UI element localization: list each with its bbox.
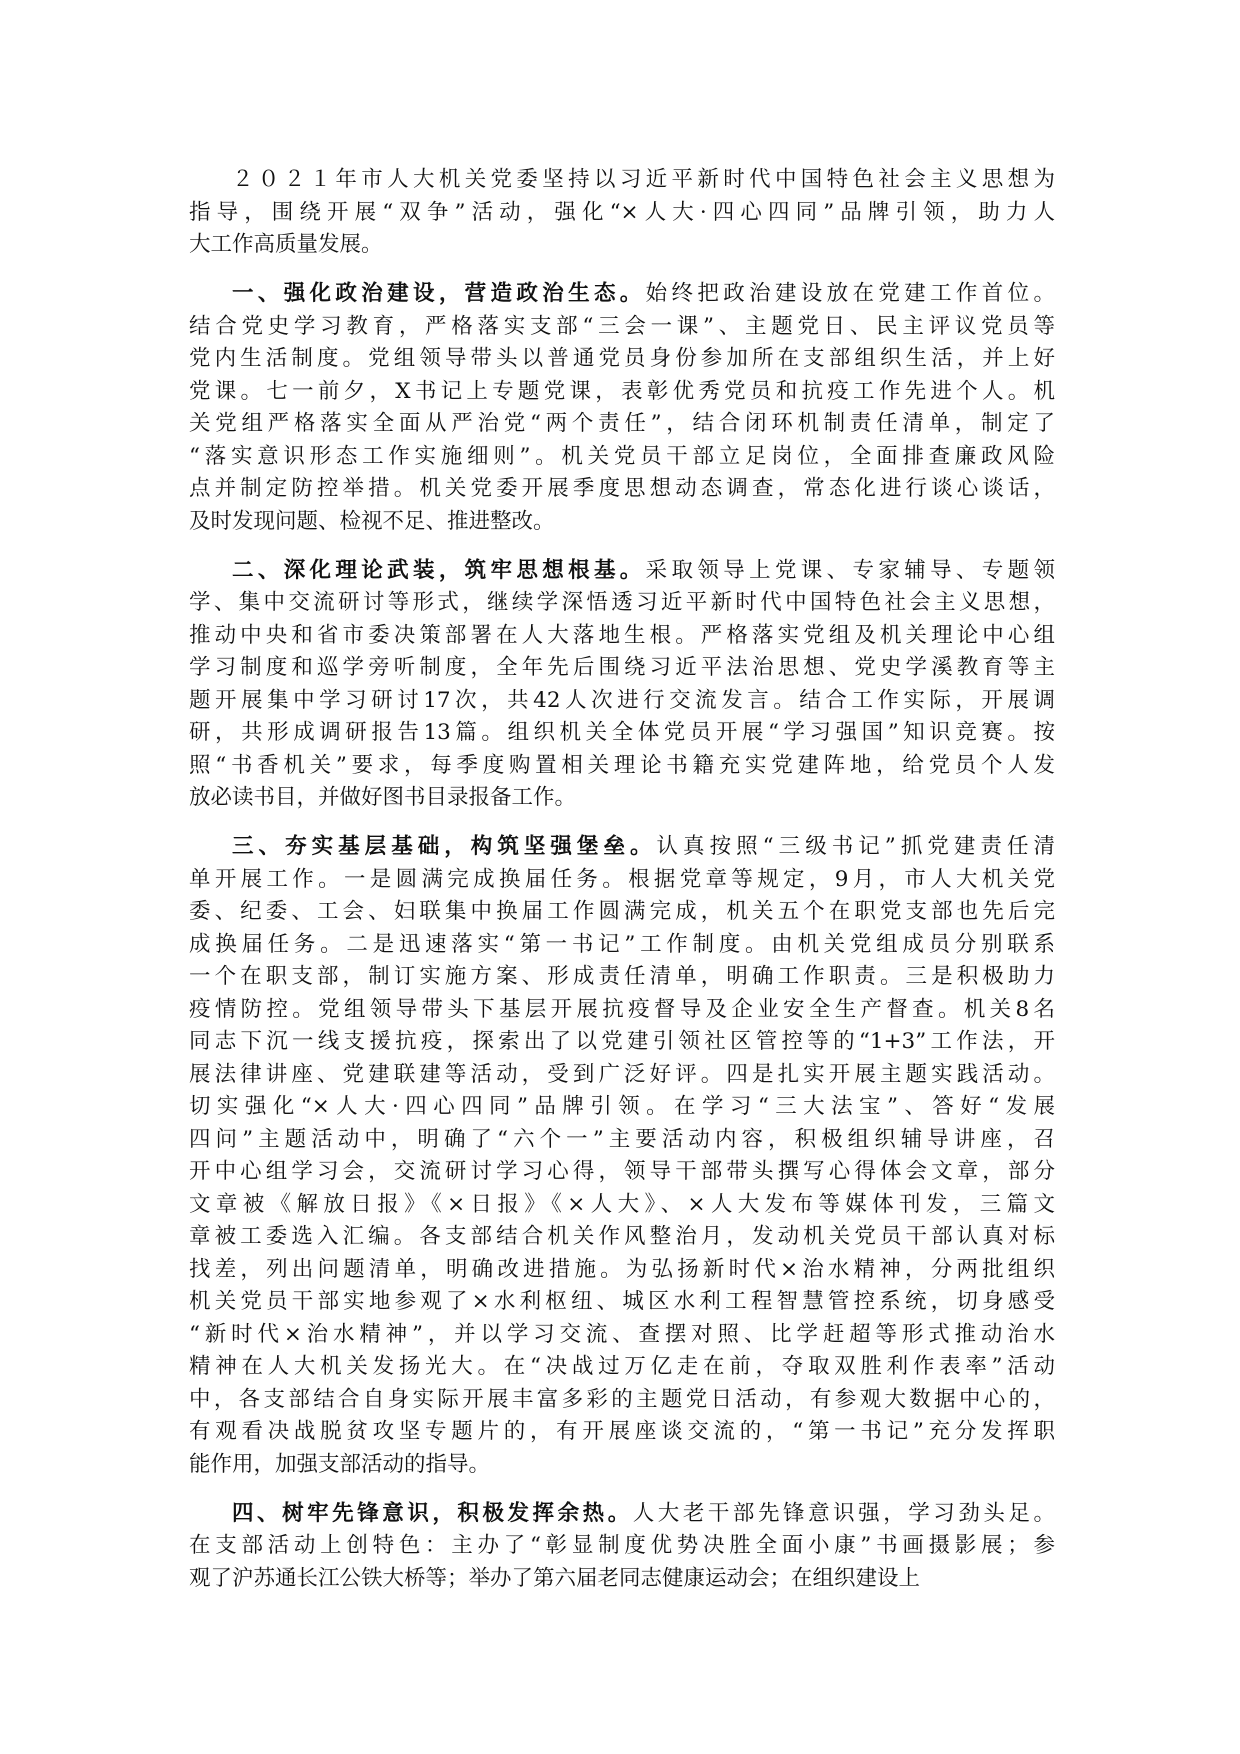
line-text: 文章被《解放日报》《×日报》《×人大》、×人大发布等媒体刊发，三篇文 bbox=[189, 1191, 1055, 1217]
text-line bbox=[189, 1059, 1055, 1092]
line-text: 采取领导上党课、专家辅导、专题领 bbox=[645, 557, 1055, 583]
line-text: 学习制度和巡学旁听制度，全年先后围绕习近平法治思想、党史学溪教育等主 bbox=[189, 655, 1055, 680]
paragraph bbox=[189, 555, 1055, 815]
line-text: 切实强化“×人大·四心四同”品牌引领。在学习“三大法宝”、答好“发展 bbox=[189, 1094, 1055, 1119]
line-text: 成换届任务。二是迅速落实“第一书记”工作制度。由机关党组成员分别联系 bbox=[189, 931, 1055, 957]
line-text: “新时代×治水精神”，并以学习交流、查摆对照、比学赶超等形式推动治水 bbox=[189, 1321, 1055, 1347]
line-text: ２０２１年市人大机关党委坚持以习近平新时代中国特色社会主义思想为 bbox=[232, 167, 1055, 192]
line-text: 委、纪委、工会、妇联集中换届工作圆满完成，机关五个在职党支部也先后完 bbox=[189, 899, 1055, 924]
text-line bbox=[189, 1351, 1055, 1384]
text-line bbox=[189, 864, 1055, 897]
line-text: 同志下沉一线支援抗疫，探索出了以党建引领社区管控等的“1+3”工作法，开 bbox=[189, 1029, 1055, 1054]
line-text: 研，共形成调研报告13篇。组织机关全体党员开展“学习强国”知识竞赛。按 bbox=[189, 720, 1055, 745]
text-line bbox=[189, 1189, 1055, 1222]
text-line bbox=[189, 782, 1055, 815]
section-heading: 一、强化政治建设，营造政治生态。 bbox=[232, 281, 646, 306]
line-text: 机关党员干部实地参观了×水利枢纽、城区水利工程智慧管控系统，切身感受 bbox=[189, 1289, 1055, 1314]
paragraph bbox=[189, 831, 1055, 1481]
text-line bbox=[189, 750, 1055, 783]
text-line bbox=[189, 620, 1055, 653]
line-text: 章被工委选入汇编。各支部结合机关作风整治月，发动机关党员干部认真对标 bbox=[189, 1224, 1055, 1249]
paragraph bbox=[189, 278, 1055, 538]
text-line bbox=[189, 197, 1055, 230]
text-line bbox=[189, 441, 1055, 474]
text-line bbox=[189, 506, 1055, 539]
text-line bbox=[189, 1221, 1055, 1254]
section-heading: 四、树牢先锋意识，积极发挥余热。 bbox=[232, 1500, 633, 1526]
line-text: 放必读书目，并做好图书目录报备工作。 bbox=[189, 785, 577, 810]
text-line bbox=[189, 961, 1055, 994]
line-text: 精神在人大机关发扬光大。在“决战过万亿走在前，夺取双胜利作表率”活动 bbox=[189, 1354, 1055, 1379]
line-text: 照“书香机关”要求，每季度购置相关理论书籍充实党建阵地，给党员个人发 bbox=[189, 752, 1055, 778]
line-text: 找差，列出问题清单，明确改进措施。为弘扬新时代×治水精神，分两批组织 bbox=[189, 1256, 1055, 1282]
line-text: 开中心组学习会，交流研讨学习心得，领导干部带头撰写心得体会文章，部分 bbox=[189, 1159, 1055, 1184]
line-text: 有观看决战脱贫攻坚专题片的，有开展座谈交流的，“第一书记”充分发挥职 bbox=[189, 1419, 1055, 1444]
text-line bbox=[189, 376, 1055, 409]
line-text: 题开展集中学习研讨17次，共42人次进行交流发言。结合工作实际，开展调 bbox=[189, 687, 1055, 713]
document-body bbox=[189, 164, 1055, 1612]
text-line bbox=[189, 1384, 1055, 1417]
line-text: 党内生活制度。党组领导带头以普通党员身份参加所在支部组织生活，并上好 bbox=[189, 346, 1055, 371]
text-line bbox=[189, 1498, 1055, 1531]
text-line bbox=[189, 1091, 1055, 1124]
line-text: 党课。七一前夕，X书记上专题党课，表彰优秀党员和抗疫工作先进个人。机 bbox=[189, 378, 1055, 404]
line-text: 始终把政治建设放在党建工作首位。 bbox=[645, 281, 1055, 306]
paragraph bbox=[189, 1498, 1055, 1596]
line-text: 关党组严格落实全面从严治党“两个责任”，结合闭环机制责任清单，制定了 bbox=[189, 411, 1055, 436]
line-text: 指导，围绕开展“双争”活动，强化“×人大·四心四同”品牌引领，助力人 bbox=[189, 199, 1055, 225]
text-line bbox=[189, 164, 1055, 197]
line-text: 能作用，加强支部活动的指导。 bbox=[189, 1451, 491, 1477]
line-text: 点并制定防控举措。机关党委开展季度思想动态调查，常态化进行谈心谈话， bbox=[189, 476, 1055, 501]
line-text: 展法律讲座、党建联建等活动，受到广泛好评。四是扎实开展主题实践活动。 bbox=[189, 1061, 1055, 1087]
line-text: 推动中央和省市委决策部署在人大落地生根。严格落实党组及机关理论中心组 bbox=[189, 622, 1055, 648]
text-line bbox=[189, 278, 1055, 311]
line-text: “落实意识形态工作实施细则”。机关党员干部立足岗位，全面排查廉政风险 bbox=[189, 443, 1055, 469]
text-line bbox=[189, 994, 1055, 1027]
text-line bbox=[189, 555, 1055, 588]
line-text: 一个在职支部，制订实施方案、形成责任清单，明确工作职责。三是积极助力 bbox=[189, 964, 1055, 989]
line-text: 疫情防控。党组领导带头下基层开展抗疫督导及企业安全生产督查。机关8名 bbox=[189, 996, 1055, 1022]
text-line bbox=[189, 831, 1055, 864]
text-line bbox=[189, 587, 1055, 620]
text-line bbox=[189, 473, 1055, 506]
text-line bbox=[189, 896, 1055, 929]
text-line bbox=[189, 408, 1055, 441]
text-line bbox=[189, 229, 1055, 262]
section-heading: 二、深化理论武装，筑牢思想根基。 bbox=[232, 557, 646, 583]
line-text: 中，各支部结合自身实际开展丰富多彩的主题党日活动，有参观大数据中心的， bbox=[189, 1386, 1055, 1412]
text-line bbox=[189, 1319, 1055, 1352]
text-line bbox=[189, 652, 1055, 685]
paragraph bbox=[189, 164, 1055, 262]
text-line bbox=[189, 1286, 1055, 1319]
text-line bbox=[189, 311, 1055, 344]
text-line bbox=[189, 1416, 1055, 1449]
line-text: 人大老干部先锋意识强，学习劲头足。 bbox=[632, 1500, 1055, 1526]
line-text: 观了沪苏通长江公铁大桥等；举办了第六届老同志健康运动会；在组织建设上 bbox=[189, 1565, 921, 1591]
line-text: 结合党史学习教育，严格落实支部“三会一课”、主题党日、民主评议党员等 bbox=[189, 313, 1055, 339]
line-text: 学、集中交流研讨等形式，继续学深悟透习近平新时代中国特色社会主义思想， bbox=[189, 590, 1055, 615]
text-line bbox=[189, 717, 1055, 750]
text-line bbox=[189, 929, 1055, 962]
text-line bbox=[189, 343, 1055, 376]
section-heading: 三、夯实基层基础，构筑坚强堡垒。 bbox=[232, 834, 657, 859]
line-text: 单开展工作。一是圆满完成换届任务。根据党章等规定，9月，市人大机关党 bbox=[189, 866, 1055, 892]
text-line bbox=[189, 1156, 1055, 1189]
line-text: 在支部活动上创特色：主办了“彰显制度优势决胜全面小康”书画摄影展；参 bbox=[189, 1533, 1055, 1558]
text-line bbox=[189, 1563, 1055, 1596]
line-text: 及时发现问题、检视不足、推进整改。 bbox=[189, 508, 555, 534]
text-line bbox=[189, 1530, 1055, 1563]
line-text: 认真按照“三级书记”抓党建责任清 bbox=[656, 834, 1055, 859]
text-line bbox=[189, 1124, 1055, 1157]
text-line bbox=[189, 1026, 1055, 1059]
line-text: 四问”主题活动中，明确了“六个一”主要活动内容，积极组织辅导讲座，召 bbox=[189, 1126, 1055, 1152]
text-line bbox=[189, 1449, 1055, 1482]
line-text: 大工作高质量发展。 bbox=[189, 232, 383, 257]
text-line bbox=[189, 685, 1055, 718]
text-line bbox=[189, 1254, 1055, 1287]
